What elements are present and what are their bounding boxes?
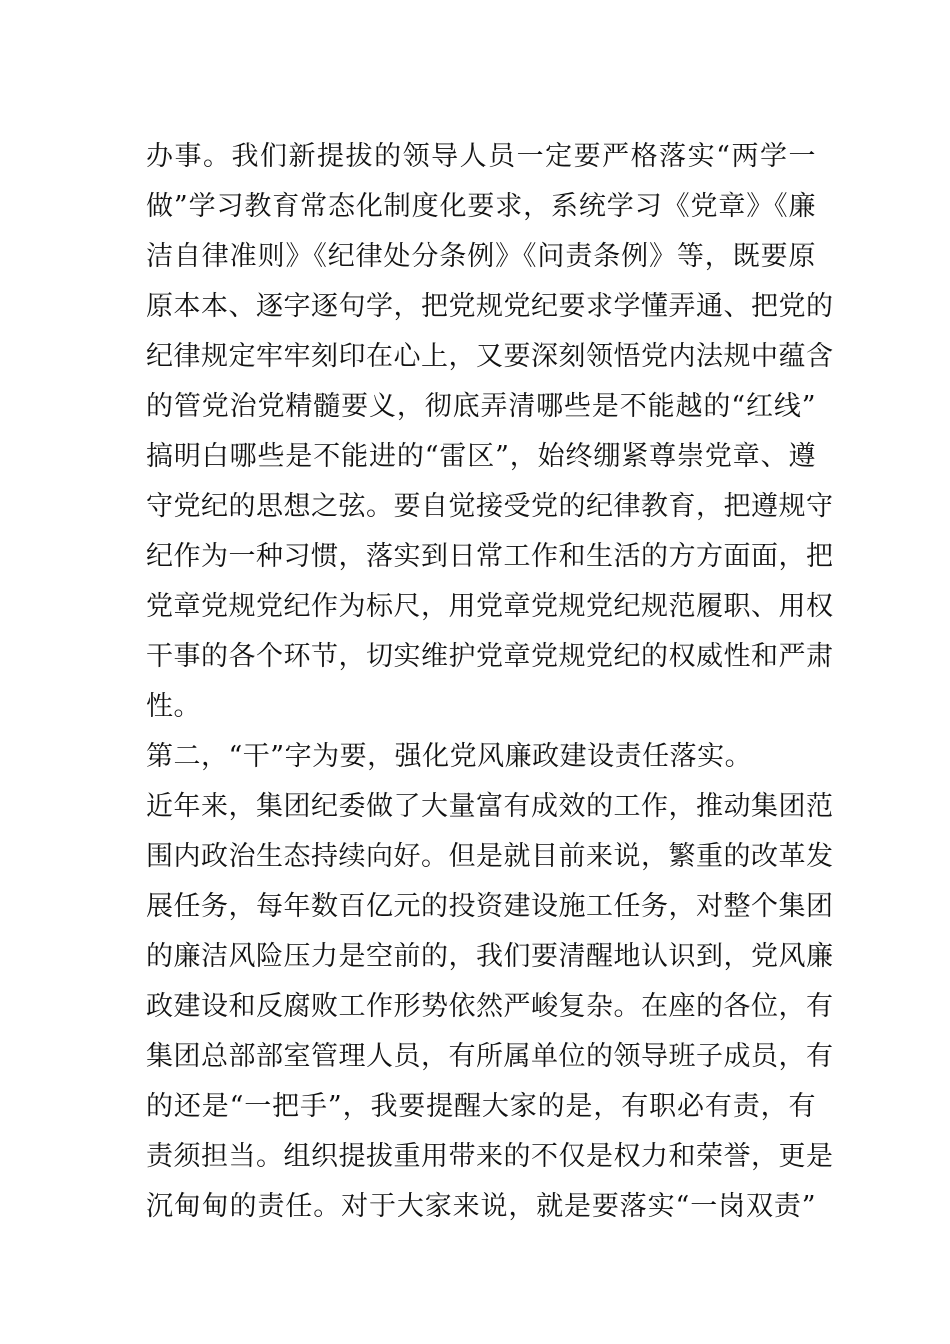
text-line: 干事的各个环节，切实维护党章党规党纪的权威性和严肃 — [146, 641, 834, 672]
text-line: 党章党规党纪作为标尺，用党章党规党纪规范履职、用权 — [146, 591, 834, 622]
text-line: 第二，“干”字为要，强化党风廉政建设责任落实。 — [146, 741, 753, 772]
text-line: 做”学习教育常态化制度化要求，系统学习《党章》《廉 — [146, 191, 816, 222]
text-line: 责须担当。组织提拔重用带来的不仅是权力和荣誉，更是 — [146, 1141, 834, 1172]
text-line: 沉甸甸的责任。对于大家来说，就是要落实“一岗双责” — [146, 1191, 816, 1222]
text-line: 近年来，集团纪委做了大量富有成效的工作，推动集团范 — [146, 791, 834, 822]
text-line: 展任务，每年数百亿元的投资建设施工任务，对整个集团 — [146, 891, 834, 922]
text-line: 集团总部部室管理人员，有所属单位的领导班子成员，有 — [146, 1041, 834, 1072]
text-line: 的廉洁风险压力是空前的，我们要清醒地认识到，党风廉 — [146, 941, 834, 972]
text-line: 围内政治生态持续向好。但是就目前来说，繁重的改革发 — [146, 841, 834, 872]
text-line: 洁自律准则》《纪律处分条例》《问责条例》等，既要原 — [146, 241, 816, 272]
text-line: 政建设和反腐败工作形势依然严峻复杂。在座的各位，有 — [146, 991, 834, 1022]
body-text — [146, 132, 834, 1232]
text-line: 纪作为一种习惯，落实到日常工作和生活的方方面面，把 — [146, 541, 834, 572]
text-line: 原本本、逐字逐句学，把党规党纪要求学懂弄通、把党的 — [146, 291, 834, 322]
text-line: 守党纪的思想之弦。要自觉接受党的纪律教育，把遵规守 — [146, 491, 834, 522]
text-line: 搞明白哪些是不能进的“雷区”，始终绷紧尊崇党章、遵 — [146, 441, 816, 472]
text-line: 纪律规定牢牢刻印在心上，又要深刻领悟党内法规中蕴含 — [146, 341, 834, 372]
text-line: 性。 — [146, 691, 201, 722]
text-line: 的管党治党精髓要义，彻底弄清哪些是不能越的“红线” — [146, 391, 816, 422]
text-line: 的还是“一把手”，我要提醒大家的是，有职必有责，有 — [146, 1091, 816, 1122]
text-line: 办事。我们新提拔的领导人员一定要严格落实“两学一 — [146, 141, 816, 172]
